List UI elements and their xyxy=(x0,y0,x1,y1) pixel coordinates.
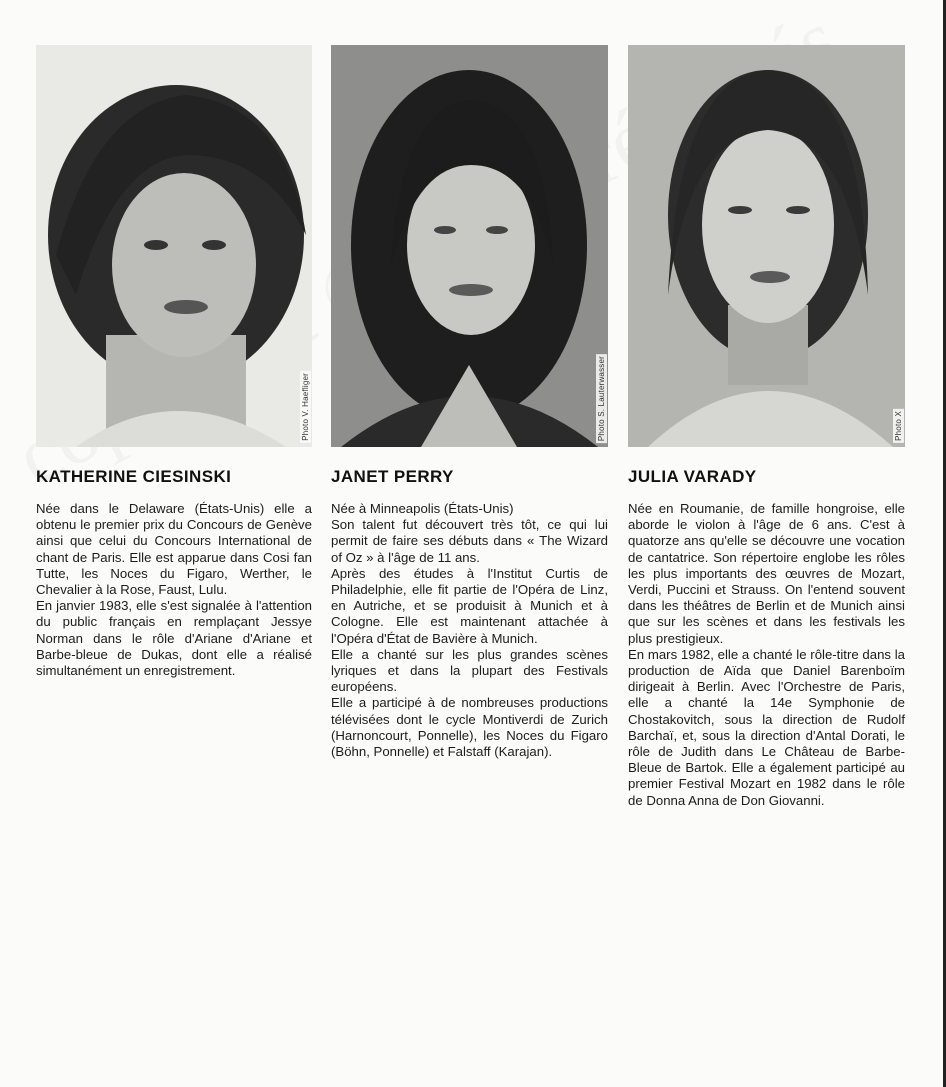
singer-column-2 xyxy=(331,45,608,760)
photo-credit-2: Photo S. Lauterwasser xyxy=(597,355,606,441)
bio-paragraph: Après des études à l'Institut Curtis de Philadelphie, elle fit partie de l'Opéra de Linz, en Autriche, et se produisit à Munich et à Cologne. Elle est maintenant attachée à l'Opéra d'État de Bavière à Munich. xyxy=(331,565,608,646)
bio-paragraph: En janvier 1983, elle s'est signalée à l'attention du public français en remplaçant Jessye Norman dans le rôle d'Ariane d'Ariane et Barbe-bleue de Dukas, dont elle a réalisé simultanément un enregistrement. xyxy=(36,598,312,679)
singer-name-1: KATHERINE CIESINSKI xyxy=(36,467,232,486)
bio-paragraph: Née en Roumanie, de famille hongroise, elle aborde le violon à l'âge de 6 ans. C'est à quatorze ans qu'elle se découvre une vocation de cantatrice. Son répertoire englobe les rôles les plus importants des œuvres de Mozart, Verdi, Puccini et Strauss. On l'entend souvent dans les théâtres de Berlin et de Munich ainsi que sur les scènes et dans les festivals les plus prestigieux. xyxy=(628,501,905,646)
portrait-photo-1 xyxy=(36,45,312,447)
bio-paragraph: En mars 1982, elle a chanté le rôle-titre dans la production de Aïda que Daniel Barenboïm dirigeait à Berlin. Avec l'Orchestre de Paris, elle a chanté la 14e Symphonie de Chostakovitch, sous la direction de Rudolf Barchaï, et, sous la direction d'Antal Dorati, le rôle de Judith dans Le Château de Barbe-Bleue de Bartok. Elle a également participé au premier Festival Mozart en 1982 dans le rôle de Donna Anna de Don Giovanni. xyxy=(628,646,905,808)
singer-name-3: JULIA VARADY xyxy=(628,467,757,486)
portrait-image-2 xyxy=(331,45,608,447)
portrait-image-3 xyxy=(628,45,905,447)
portrait-photo-3 xyxy=(628,45,905,447)
bio-paragraph: Elle a chanté sur les plus grandes scènes lyriques et dans la plupart des Festivals européens. xyxy=(331,646,608,695)
singer-column-1 xyxy=(36,45,312,679)
bio-paragraph: Née dans le Delaware (États-Unis) elle a obtenu le premier prix du Concours de Genève ainsi que celui du Concours International de chant de Paris. Elle est apparue dans Cosi fan Tutte, les Noces du Figaro, Werther, le Chevalier à la Rose, Faust, Lulu. xyxy=(36,501,312,598)
portrait-image-1 xyxy=(36,45,312,447)
bio-paragraph: Elle a participé à de nombreuses productions télévisées dont le cycle Montiverdi de Zurich (Harnoncourt, Ponnelle), les Noces du Figaro (Böhn, Ponnelle) et Falstaff (Karajan). xyxy=(331,695,608,760)
singer-bio-1 xyxy=(36,501,312,679)
singer-bio-3 xyxy=(628,501,905,809)
photo-credit-1: Photo V. Haefliger xyxy=(301,373,310,441)
singer-column-3 xyxy=(628,45,905,809)
portrait-photo-2 xyxy=(331,45,608,447)
bio-paragraph: Née à Minneapolis (États-Unis) Son talent fut découvert très tôt, ce qui lui permit de faire ses débuts dans « The Wizard of Oz » à l'âge de 11 ans. xyxy=(331,501,608,565)
singer-name-2: JANET PERRY xyxy=(331,467,454,486)
singer-bio-2 xyxy=(331,501,608,760)
photo-credit-3: Photo X xyxy=(894,411,903,441)
